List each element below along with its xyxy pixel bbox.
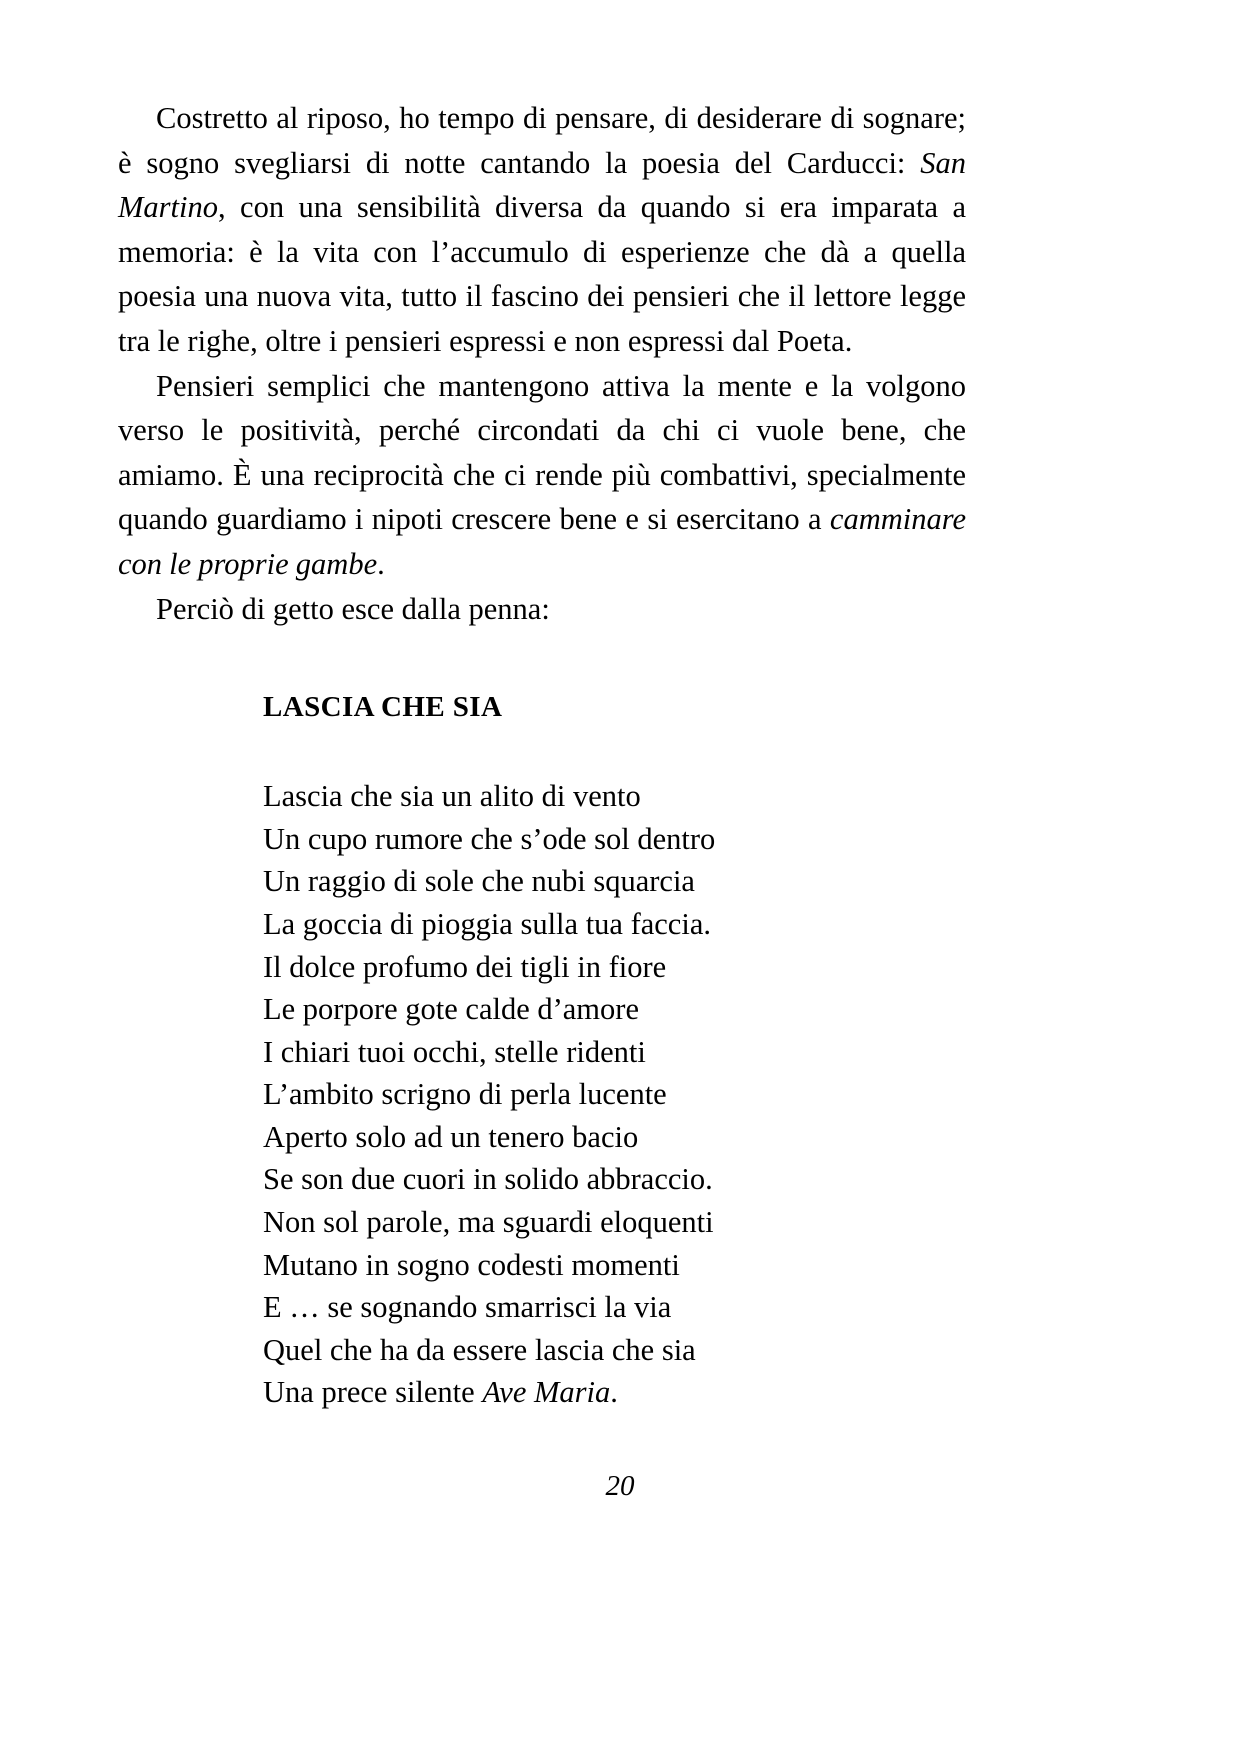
italic-text: Ave Maria: [482, 1375, 611, 1410]
paragraph-1: [118, 96, 966, 364]
poem-line: [263, 1158, 966, 1201]
poem-line: [263, 775, 966, 818]
spacer-after-poem-title: [118, 722, 966, 775]
poem-line: [263, 1073, 966, 1116]
italic-text: San Martino: [118, 145, 966, 225]
text-run: Un raggio di sole che nubi squarcia: [263, 864, 695, 899]
page-content: [118, 96, 966, 1414]
text-run: L’ambito scrigno di perla lucente: [263, 1077, 667, 1112]
poem-line: [263, 1201, 966, 1244]
text-run: Perciò di getto esce dalla penna:: [156, 591, 550, 626]
poem-line: [263, 860, 966, 903]
text-run: Il dolce profumo dei tigli in fiore: [263, 949, 667, 984]
poem-line: [263, 1116, 966, 1159]
text-run: Lascia che sia un alito di vento: [263, 779, 641, 814]
text-run: , con una sensibilità diversa da quando si era imparata a memoria: è la vita con l’accumulo di esperienze che dà a quella poesia una nuova vita, tutto il fascino dei pensieri che il lettore legge tra le righe, oltre i pensieri espressi e non espressi dal Poeta.: [118, 190, 966, 358]
poem-line: [263, 1329, 966, 1372]
poem-body: [118, 775, 966, 1414]
poem-line: [263, 1371, 966, 1414]
text-run: Pensieri semplici che mantengono attiva la mente e la volgono verso le positività, perché circondati da chi ci vuole bene, che amiamo. È una reciprocità che ci rende più combattivi, specialmente quando guardiamo i nipoti crescere bene e si esercitano a: [118, 368, 966, 537]
poem-title: LASCIA CHE SIA: [263, 691, 503, 724]
text-run: .: [377, 546, 385, 581]
italic-text: camminare con le proprie gambe: [118, 502, 966, 581]
poem-line: [263, 1031, 966, 1074]
text-run: Non sol parole, ma sguardi eloquenti: [263, 1205, 714, 1240]
text-run: La goccia di pioggia sulla tua faccia.: [263, 906, 711, 941]
text-run: Mutano in sogno codesti momenti: [263, 1247, 680, 1282]
paragraph-3: [118, 587, 966, 632]
poem-line: [263, 903, 966, 946]
poem-line: [263, 946, 966, 989]
spacer-before-poem-title: [118, 631, 966, 693]
text-run: Costretto al riposo, ho tempo di pensare, di desiderare di sognare; è sogno svegliarsi di notte cantando la poesia del Carducci:: [118, 101, 966, 180]
text-run: Un cupo rumore che s’ode sol dentro: [263, 821, 716, 856]
paragraph-2: [118, 364, 966, 587]
poem-line: [263, 988, 966, 1031]
poem-line: [263, 818, 966, 861]
text-run: Se son due cuori in solido abbraccio.: [263, 1162, 713, 1197]
text-run: E … se sognando smarrisci la via: [263, 1290, 672, 1325]
poem-line: [263, 1244, 966, 1287]
text-run: I chiari tuoi occhi, stelle ridenti: [263, 1034, 646, 1069]
page-number: 20: [605, 1470, 635, 1502]
text-run: .: [610, 1375, 618, 1410]
text-run: Una prece silente: [263, 1375, 483, 1410]
text-run: Aperto solo ad un tenero bacio: [263, 1119, 639, 1154]
text-run: Quel che ha da essere lascia che sia: [263, 1332, 696, 1367]
text-run: Le porpore gote calde d’amore: [263, 992, 639, 1027]
poem-line: [263, 1286, 966, 1329]
